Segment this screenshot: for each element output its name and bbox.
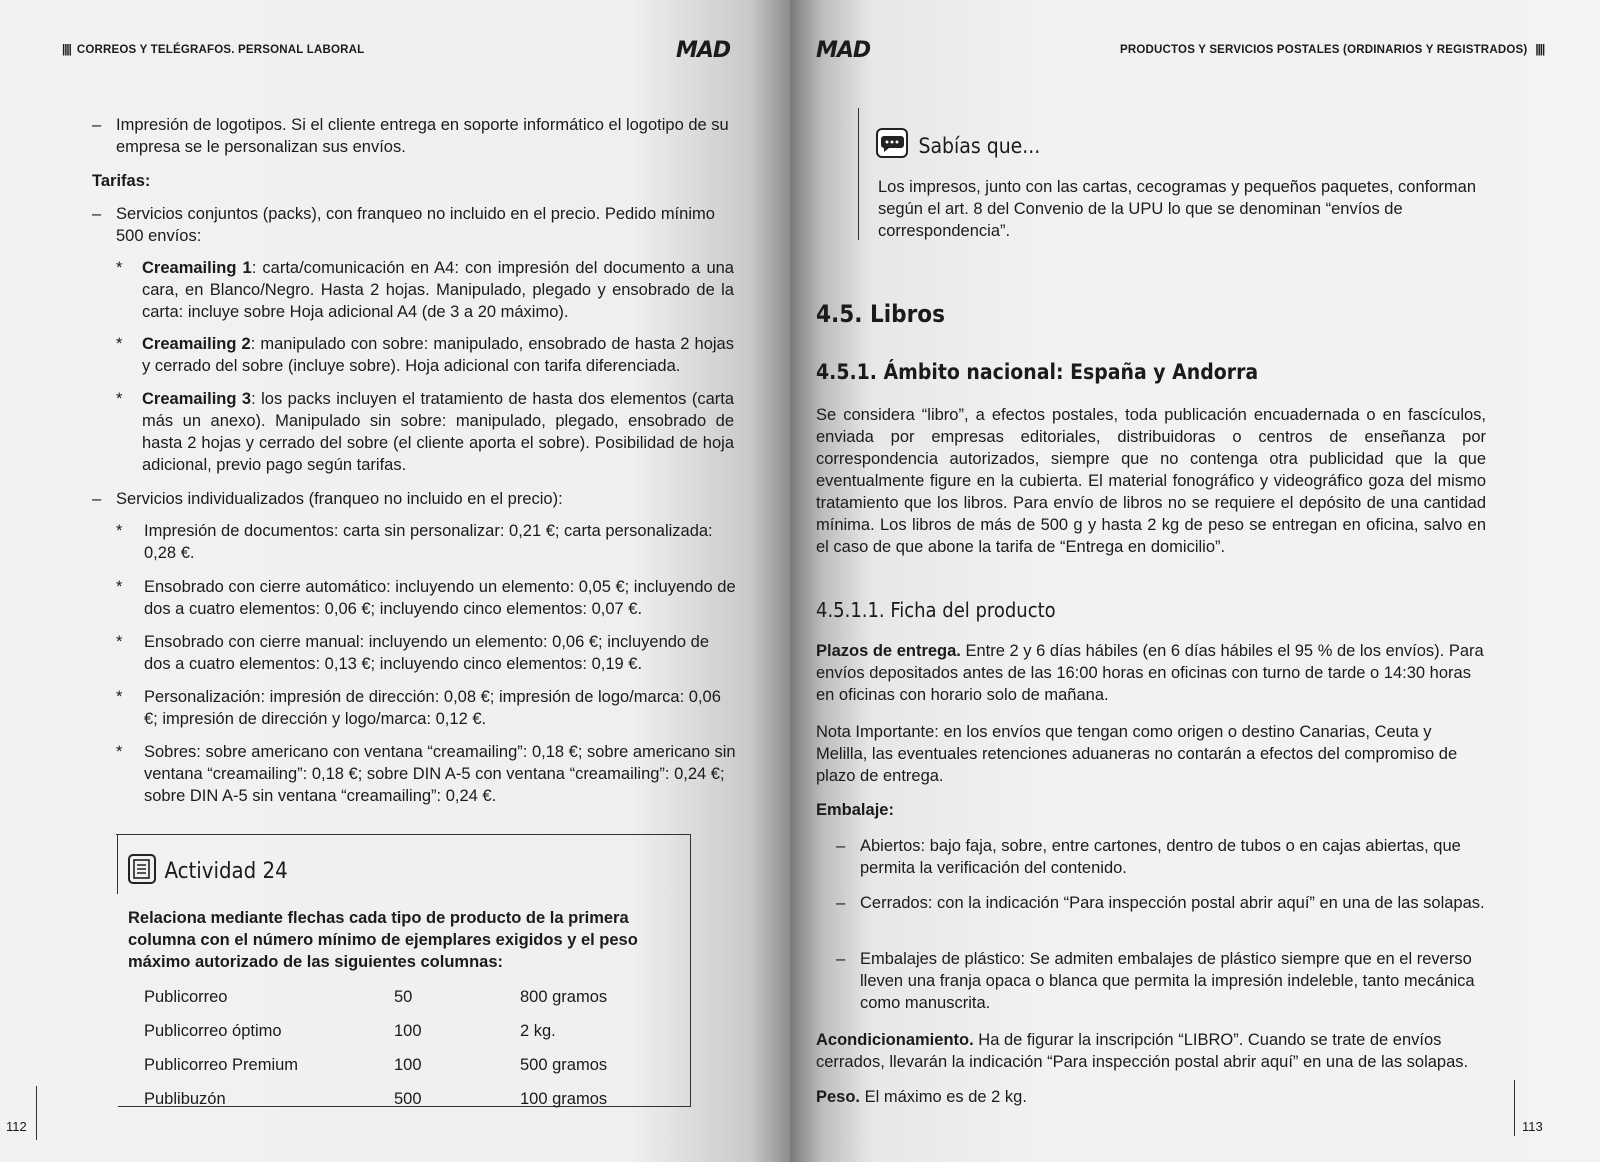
acondicionamiento-paragraph [816, 1029, 1486, 1073]
embalaje-item-1: – Abiertos: bajo faja, sobre, entre cartones, dentro de tubos o en cajas abiertas, que permita la verificación del contenido. [836, 837, 1461, 877]
activity-weight-cell: 800 gramos [520, 987, 608, 1006]
individual-1: * Impresión de documentos: carta sin personalizar: 0,21 €; carta personalizada: 0,28 €. [116, 522, 713, 562]
header-bars-icon: |||| [1535, 44, 1545, 56]
activity-minimum-cell: 500 [394, 1089, 422, 1108]
publisher-logo: MAD [816, 38, 871, 63]
activity-minimum-cell: 100 [394, 1021, 422, 1040]
sabias-box-rule [858, 108, 859, 240]
sabias-header [876, 128, 1040, 163]
section-title: 4.5. Libros [816, 300, 945, 328]
left-page [0, 0, 790, 1162]
activity-row [144, 1014, 690, 1048]
individual-item: – Servicios individualizados (franqueo no incluido en el precio): [92, 490, 563, 508]
activity-prompt: Relaciona mediante flechas cada tipo de producto de la primera columna con el número mínimo de ejemplares exigidos y el peso máximo autorizado de las siguientes columnas: [128, 909, 638, 971]
activity-row [144, 1048, 690, 1082]
peso-text: El máximo es de 2 kg. [860, 1088, 1027, 1106]
acond-label: Acondicionamiento. [816, 1031, 974, 1049]
running-header-left: |||| CORREOS Y TELÉGRAFOS. PERSONAL LABORAL [62, 44, 365, 56]
plazos-paragraph [816, 640, 1486, 706]
running-header-right: PRODUCTOS Y SERVICIOS POSTALES (ORDINARIOS Y REGISTRADOS) |||| [1120, 44, 1545, 56]
nota-importante: Nota Importante: en los envíos que tengan como origen o destino Canarias, Ceuta y Melilla, las eventuales retenciones aduaneras no contarán a efectos del compromiso de plazo de entrega. [816, 723, 1458, 785]
individual-3: * Ensobrado con cierre manual: incluyendo un elemento: 0,06 €; incluyendo de dos a cuatro elementos: 0,13 €; incluyendo cinco elementos: 0,19 €. [116, 633, 710, 673]
activity-box-left-rule [117, 834, 118, 894]
page-marker-left [36, 1086, 37, 1140]
activity-minimum-cell: 50 [394, 987, 413, 1006]
sabias-title: Sabías que... [918, 133, 1041, 158]
creamailing-3: * Creamailing 3: los packs incluyen el tratamiento de hasta dos elementos (carta más un anexo). Manipulado sin sobre: manipulado, plegado, ensobrado de hasta 2 hojas y cerrado del sobre (el cliente aporta el sobre). Posibilidad de hoja adicional, previo pago según tarifas. [116, 390, 734, 474]
creamailing-2: * Creamailing 2: manipulado con sobre: manipulado, ensobrado de hasta 2 hojas y cerrado del sobre (incluye sobre). Hoja adicional con tarifa diferenciada. [116, 335, 734, 375]
intro-item: – Impresión de logotipos. Si el cliente entrega en soporte informático el logotipo de su empresa se le personalizan sus envíos. [92, 116, 729, 156]
packs-item: – Servicios conjuntos (packs), con franqueo no incluido en el precio. Pedido mínimo 500 envíos: [92, 205, 715, 245]
acond-text: Ha de figurar la inscripción “LIBRO”. Cuando se trate de envíos cerrados, llevarán la indicación “Para inspección postal abrir aquí” en una de las solapas. [816, 1031, 1469, 1071]
activity-product-cell: Publicorreo [144, 987, 228, 1006]
subsection-title: 4.5.1. Ámbito nacional: España y Andorra [816, 360, 1259, 384]
activity-row [144, 1082, 690, 1116]
creamailing-1: * Creamailing 1: carta/comunicación en A4: con impresión del documento a una cara, en Blanco/Negro. Hasta 2 hojas. Manipulado, plegado y ensobrado de la carta: incluye sobre Hoja adicional A4 (de 3 a 20 máximo). [116, 259, 734, 321]
activity-weight-cell: 500 gramos [520, 1055, 608, 1074]
sabias-text: Los impresos, junto con las cartas, cecogramas y pequeños paquetes, conforman según el art. 8 del Convenio de la UPU lo que se denominan “envíos de correspondencia”. [878, 178, 1476, 240]
creamailing-text: : los packs incluyen el tratamiento de hasta dos elementos (carta más un anexo). Manipulado sin sobre: manipulado, plegado, ensobrado de hasta 2 hojas y cerrado del sobre (el cliente aporta el sobre). Posibilidad de hoja adicional, previo pago según tarifas. [142, 390, 734, 474]
activity-product-cell: Publicorreo Premium [144, 1055, 299, 1074]
activity-header [128, 854, 288, 889]
libro-definition: Se considera “libro”, a efectos postales, toda publicación encuadernada o en fascículos, enviada por empresas editoriales, distribuidoras o centros de enseñanza por correspondencia autorizados, siempre que no contenga otra publicidad que la que eventualmente figure en la cubierta. El material fonográfico y videográfico goza del mismo tratamiento que los libros. Para envío de libros no se requiere el depósito de una cantidad mínima. Los libros de más de 500 g y hasta 2 kg de peso se entregan en oficina, salvo en el caso de que abone la tarifa de “Entrega en domicilio”. [816, 406, 1486, 556]
activity-product-cell: Publicorreo óptimo [144, 1021, 282, 1040]
individual-5: * Sobres: sobre americano con ventana “creamailing”: 0,18 €; sobre americano sin ventana “creamailing”: 0,18 €; sobre DIN A-5 con ventana “creamailing”: 0,24 €; sobre DIN A-5 sin ventana “creamailing”: 0,24 €. [116, 743, 736, 805]
publisher-logo: MAD [676, 38, 731, 63]
right-page [790, 0, 1600, 1162]
page-number-left: 112 [6, 1119, 27, 1134]
embalaje-label: Embalaje: [816, 801, 894, 819]
page-marker-right [1514, 1080, 1515, 1136]
activity-minimum-cell: 100 [394, 1055, 422, 1074]
peso-paragraph [816, 1086, 1486, 1108]
peso-label: Peso. [816, 1088, 861, 1106]
activity-table [144, 980, 690, 1116]
embalaje-item-3: – Embalajes de plástico: Se admiten embalajes de plástico siempre que en el reverso lleven una franja opaca o blanca que permita la impresión indeleble, tanto mecánica como manuscrita. [836, 950, 1475, 1012]
tarifas-label: Tarifas: [92, 172, 151, 190]
individual-2: * Ensobrado con cierre automático: incluyendo un elemento: 0,05 €; incluyendo de dos a cuatro elementos: 0,06 €; incluyendo cinco elementos: 0,07 €. [116, 578, 736, 618]
creamailing-name: Creamailing 1 [142, 259, 252, 277]
header-bars-icon: |||| [62, 44, 71, 56]
activity-box-top-rule [116, 834, 691, 835]
creamailing-name: Creamailing 3 [142, 390, 252, 408]
plazos-label: Plazos de entrega. [816, 642, 961, 660]
creamailing-text: : carta/comunicación en A4: con impresión del documento a una cara, en Blanco/Negro. Hasta 2 hojas. Manipulado, plegado y ensobrado de la carta: incluye sobre Hoja adicional A4 (de 3 a 20 máximo). [142, 259, 734, 321]
embalaje-item-2: – Cerrados: con la indicación “Para inspección postal abrir aquí” en una de las solapas. [836, 894, 1485, 912]
page-number-right: 113 [1522, 1119, 1543, 1134]
activity-product-cell: Publibuzón [144, 1089, 226, 1108]
individual-4: * Personalización: impresión de dirección: 0,08 €; impresión de logo/marca: 0,06 €; impresión de dirección y logo/marca: 0,12 €. [116, 688, 721, 728]
activity-title: Actividad 24 [164, 859, 288, 884]
creamailing-name: Creamailing 2 [142, 335, 251, 353]
creamailing-text: : manipulado con sobre: manipulado, ensobrado de hasta 2 hojas y cerrado del sobre (incluye sobre). Hoja adicional con tarifa diferenciada. [142, 335, 734, 375]
activity-weight-cell: 100 gramos [520, 1089, 608, 1108]
plazos-text: Entre 2 y 6 días hábiles (en 6 días hábiles el 95 % de los envíos). Para envíos depositados antes de las 16:00 horas en oficinas con turno de tarde o 14:30 horas en oficinas con horario solo de mañana. [816, 642, 1484, 704]
activity-weight-cell: 2 kg. [520, 1021, 556, 1040]
speech-bubble-icon [876, 128, 908, 163]
notebook-icon [128, 854, 156, 889]
subsub-title: 4.5.1.1. Ficha del producto [816, 598, 1056, 622]
activity-row [144, 980, 690, 1014]
